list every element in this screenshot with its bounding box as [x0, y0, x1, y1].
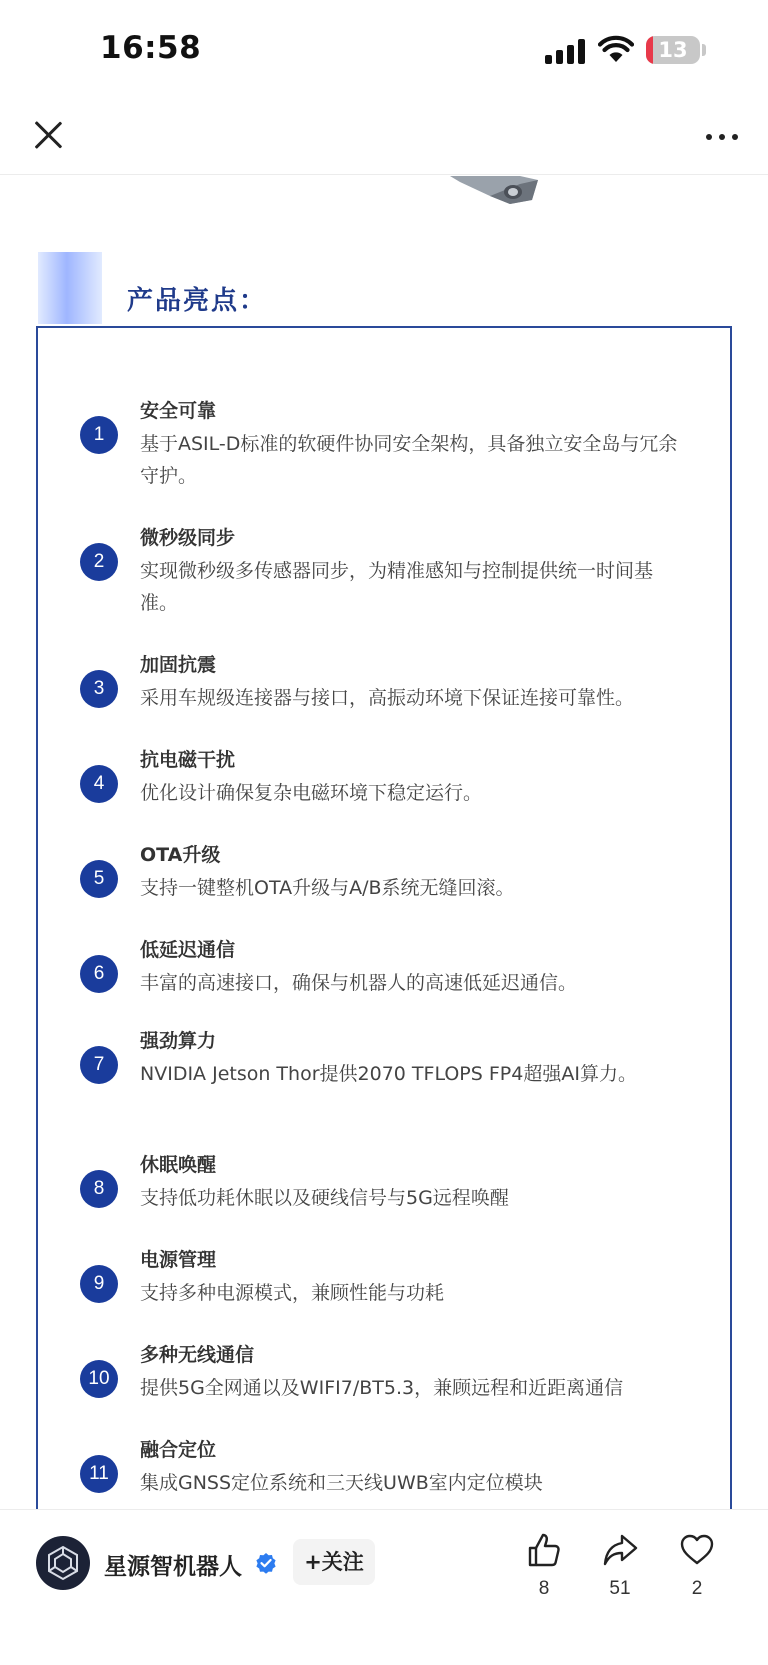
- feature-number-badge: 7: [80, 1046, 118, 1084]
- battery-cap: [702, 44, 706, 56]
- feature-description: 支持低功耗休眠以及硬线信号与5G远程唤醒: [140, 1187, 509, 1209]
- feature-description: 提供5G全网通以及WIFI7/BT5.3，兼顾远程和近距离通信: [140, 1377, 624, 1399]
- feature-description: 支持多种电源模式，兼顾性能与功耗: [140, 1282, 445, 1304]
- heading-decoration: [38, 252, 102, 324]
- follow-button[interactable]: +关注: [293, 1539, 375, 1585]
- battery-icon: [646, 36, 700, 64]
- feature-title: 加固抗震: [140, 654, 217, 676]
- feature-title: 微秒级同步: [140, 527, 236, 549]
- favorite-count: 2: [691, 1578, 703, 1599]
- feature-description: 丰富的高速接口，确保与机器人的高速低延迟通信。: [140, 972, 578, 994]
- cellular-signal-icon: [545, 38, 587, 64]
- status-time: 16:58: [100, 30, 202, 66]
- verified-badge-icon: [255, 1552, 277, 1574]
- feature-number-badge: 6: [80, 955, 118, 993]
- feature-description: 基于ASIL-D标准的软硬件协同安全架构，具备独立安全岛与冗余守护。: [140, 433, 678, 487]
- feature-number-badge: 11: [80, 1455, 118, 1493]
- feature-description: NVIDIA Jetson Thor提供2070 TFLOPS FP4超强AI算力。: [140, 1063, 637, 1085]
- product-image-fragment: [450, 176, 542, 206]
- close-icon[interactable]: [28, 115, 68, 155]
- feature-title: 多种无线通信: [140, 1344, 255, 1366]
- like-count: 8: [538, 1578, 550, 1599]
- feature-title: 电源管理: [140, 1249, 217, 1271]
- section-heading: 产品亮点：: [127, 286, 268, 316]
- feature-number-badge: 1: [80, 416, 118, 454]
- feature-title: 休眠唤醒: [140, 1154, 217, 1176]
- feature-description: 支持一键整机OTA升级与A/B系统无缝回滚。: [140, 877, 515, 899]
- feature-title: 安全可靠: [140, 400, 217, 422]
- feature-number-badge: 10: [80, 1360, 118, 1398]
- feature-title: 强劲算力: [140, 1030, 217, 1052]
- nav-bar: [0, 100, 768, 175]
- share-arrow-icon: [602, 1532, 638, 1568]
- feature-number-badge: 5: [80, 860, 118, 898]
- feature-number-badge: 4: [80, 765, 118, 803]
- battery-level-text: 13: [658, 38, 688, 62]
- feature-title: OTA升级: [140, 844, 221, 866]
- favorite-button[interactable]: [667, 1532, 727, 1600]
- features-box: [36, 326, 732, 1566]
- author-logo-icon: [36, 1536, 90, 1590]
- feature-number-badge: 3: [80, 670, 118, 708]
- status-bar: [0, 0, 768, 100]
- feature-description: 优化设计确保复杂电磁环境下稳定运行。: [140, 782, 483, 804]
- feature-description: 集成GNSS定位系统和三天线UWB室内定位模块: [140, 1472, 543, 1494]
- feature-title: 融合定位: [140, 1439, 217, 1461]
- author-name[interactable]: 星源智机器人: [104, 1554, 242, 1580]
- feature-title: 低延迟通信: [140, 939, 236, 961]
- feature-number-badge: 2: [80, 543, 118, 581]
- feature-description: 实现微秒级多传感器同步，为精准感知与控制提供统一时间基准。: [140, 560, 654, 614]
- bottom-bar: [0, 1509, 768, 1665]
- more-options-icon[interactable]: [700, 122, 744, 152]
- thumbs-up-icon: [526, 1532, 562, 1568]
- feature-title: 抗电磁干扰: [140, 749, 236, 771]
- heart-icon: [679, 1532, 715, 1568]
- wifi-icon: [598, 34, 634, 64]
- like-button[interactable]: [514, 1532, 574, 1600]
- share-count: 51: [609, 1578, 631, 1599]
- author-avatar[interactable]: [36, 1536, 90, 1590]
- share-button[interactable]: [590, 1532, 650, 1600]
- feature-number-badge: 8: [80, 1170, 118, 1208]
- feature-number-badge: 9: [80, 1265, 118, 1303]
- feature-description: 采用车规级连接器与接口，高振动环境下保证连接可靠性。: [140, 687, 635, 709]
